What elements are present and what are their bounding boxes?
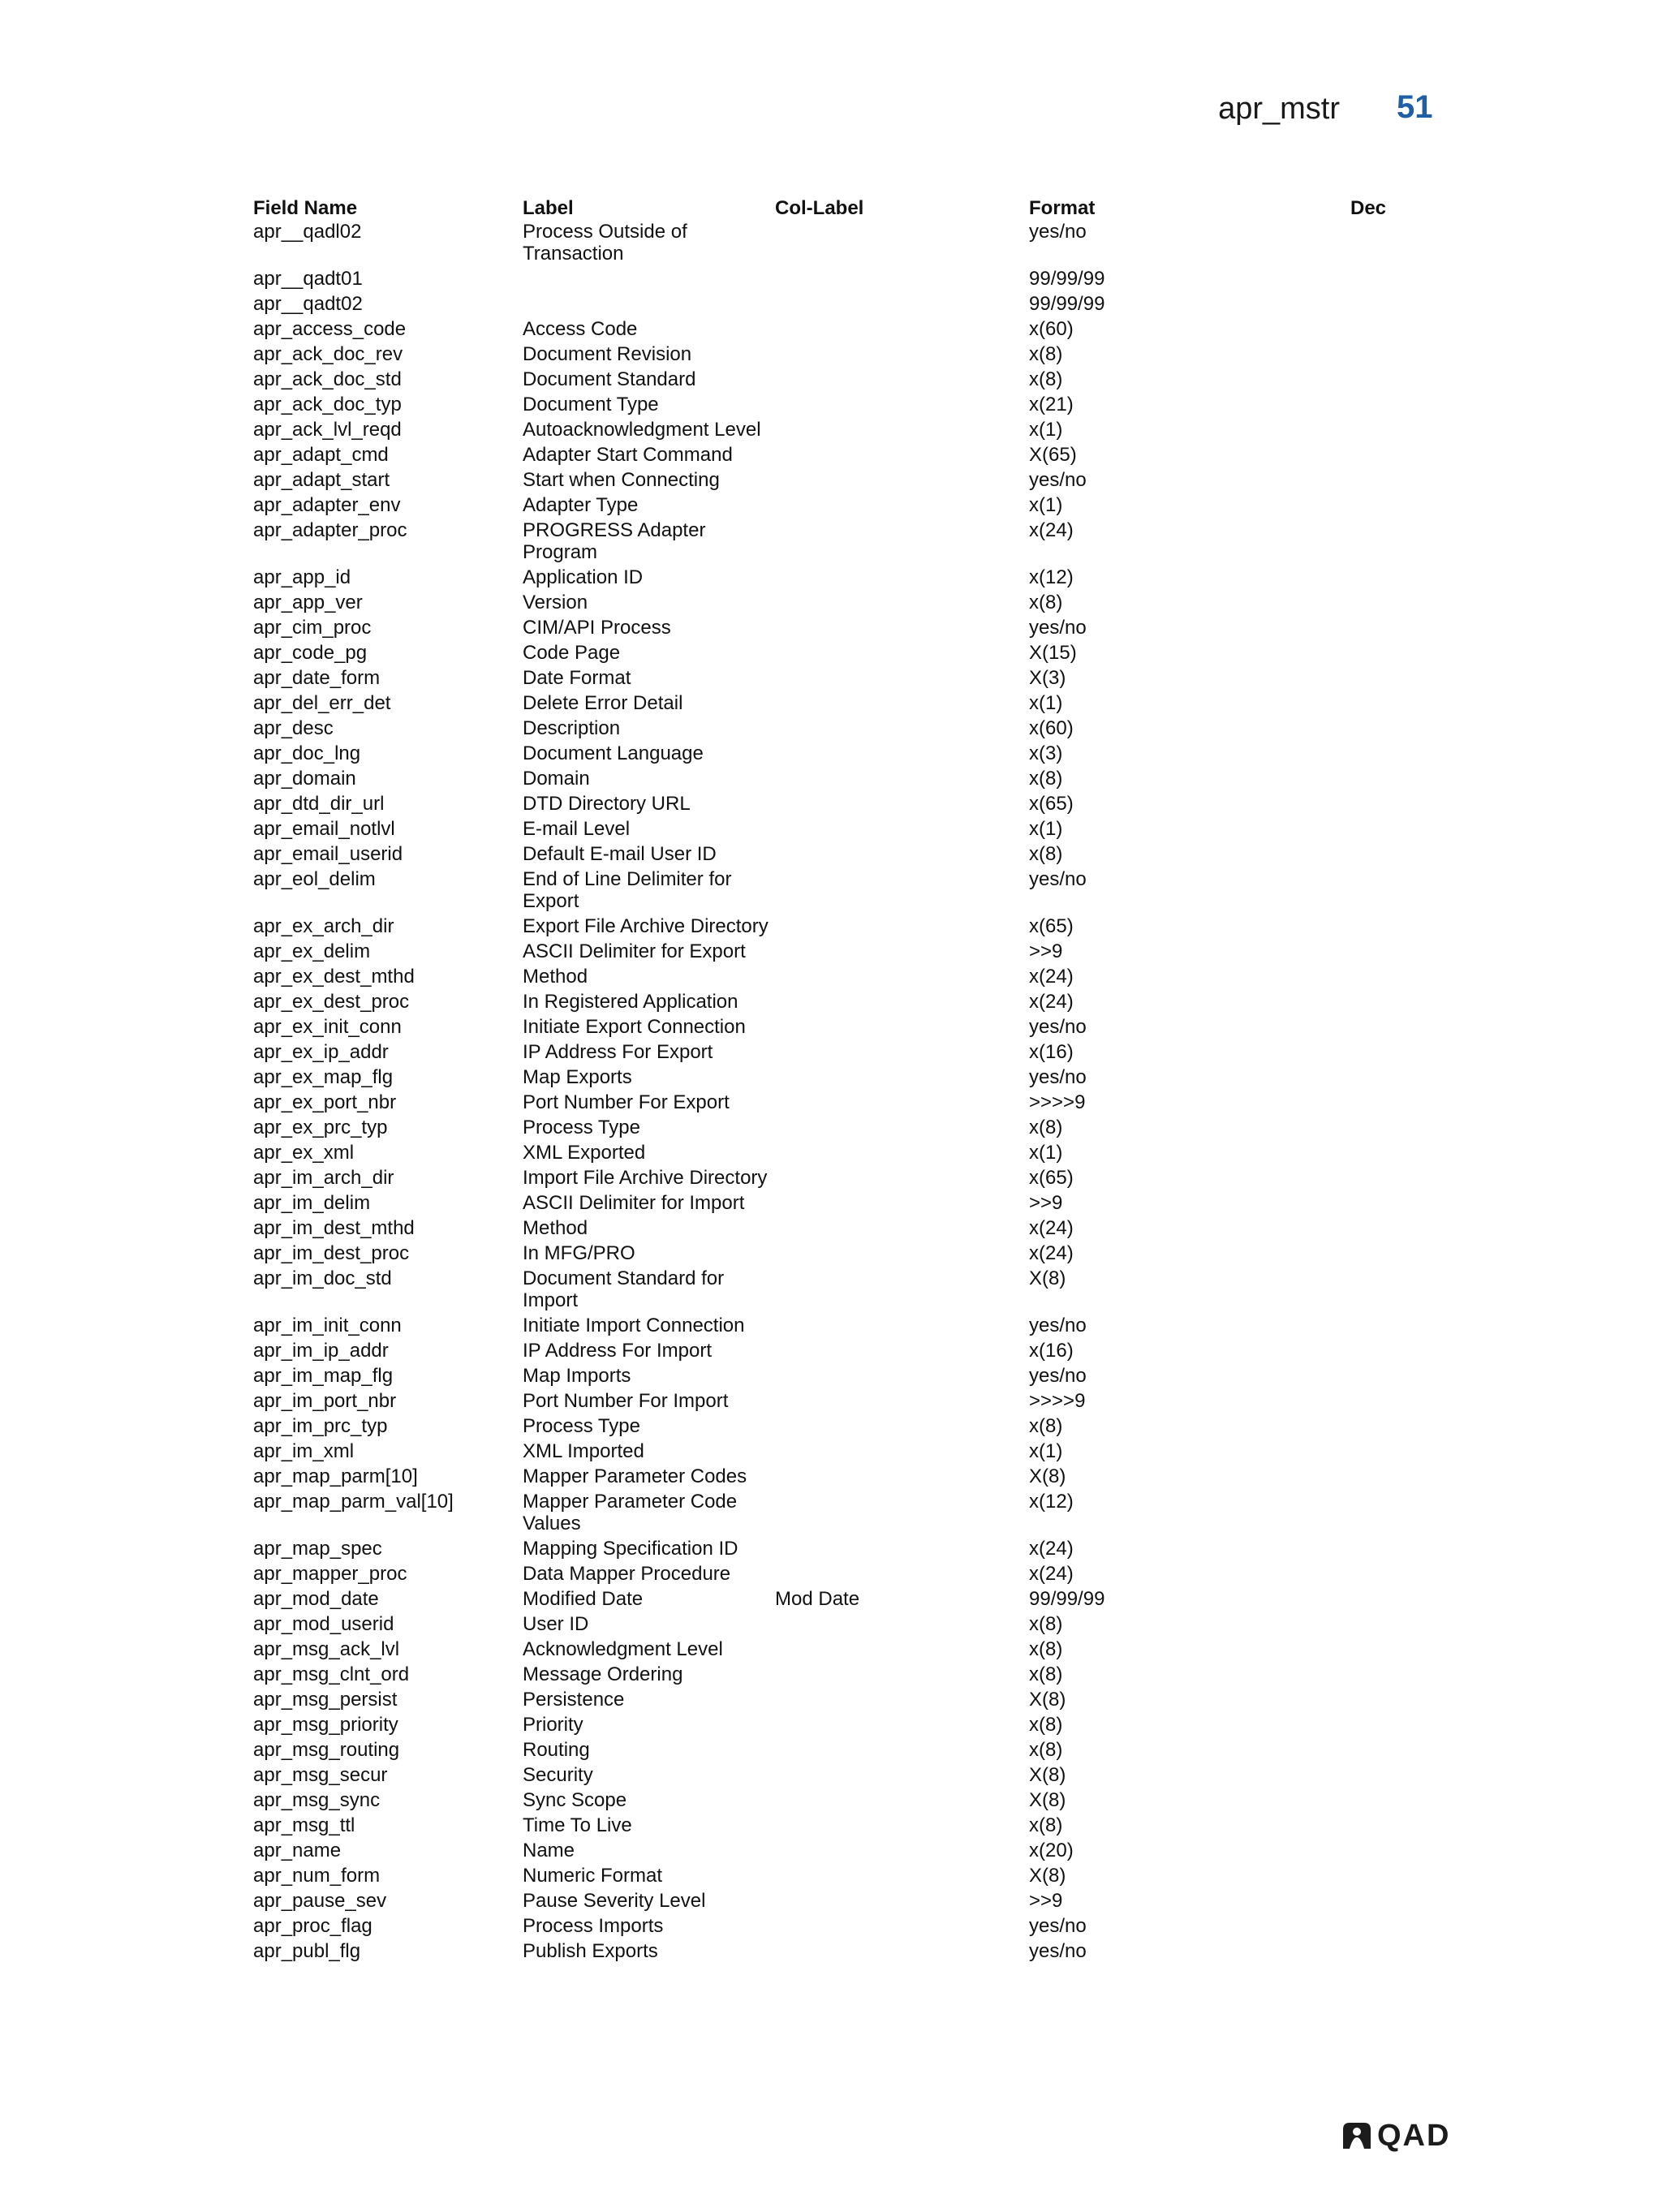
- label-cell: Security: [523, 1764, 593, 1786]
- label-cell: Document Standard: [523, 368, 696, 390]
- field-name-cell: apr_msg_routing: [253, 1739, 400, 1761]
- label-cell: Priority: [523, 1714, 583, 1736]
- format-cell: >>>>9: [1029, 1390, 1086, 1412]
- format-cell: x(24): [1029, 991, 1074, 1013]
- table-row: [0, 1465, 1662, 1491]
- table-row: [0, 843, 1662, 868]
- table-row: [0, 818, 1662, 843]
- table-row: [0, 469, 1662, 494]
- table-row: [0, 1041, 1662, 1066]
- table-row: [0, 1315, 1662, 1340]
- column-header-label: Label: [523, 197, 574, 219]
- label-cell: Start when Connecting: [523, 469, 720, 491]
- label-cell: Port Number For Import: [523, 1390, 729, 1412]
- label-cell: Process Outside of Transaction: [523, 221, 687, 265]
- format-cell: x(1): [1029, 1440, 1063, 1462]
- field-name-cell: apr_msg_priority: [253, 1714, 398, 1736]
- label-cell: Code Page: [523, 642, 621, 664]
- field-name-cell: apr_ack_doc_typ: [253, 394, 402, 415]
- field-name-cell: apr_del_err_det: [253, 692, 391, 714]
- field-name-cell: apr_mod_date: [253, 1588, 379, 1610]
- field-name-cell: apr_ack_doc_rev: [253, 343, 403, 365]
- field-name-cell: apr_desc: [253, 717, 334, 739]
- label-cell: CIM/API Process: [523, 617, 671, 639]
- format-cell: 99/99/99: [1029, 293, 1105, 315]
- table-row: [0, 293, 1662, 318]
- table-row: [0, 1192, 1662, 1217]
- format-cell: x(8): [1029, 368, 1063, 390]
- label-cell: Document Standard for Import: [523, 1267, 725, 1311]
- format-cell: X(8): [1029, 1689, 1066, 1711]
- label-cell: Initiate Export Connection: [523, 1016, 746, 1038]
- format-cell: yes/no: [1029, 1365, 1087, 1387]
- field-name-cell: apr_im_xml: [253, 1440, 355, 1462]
- label-cell: Message Ordering: [523, 1663, 683, 1685]
- label-cell: Method: [523, 1217, 588, 1239]
- table-row: [0, 519, 1662, 566]
- field-name-cell: apr_domain: [253, 768, 356, 790]
- field-name-cell: apr_msg_ack_lvl: [253, 1638, 400, 1660]
- label-cell: Version: [523, 592, 588, 613]
- table-row: [0, 1940, 1662, 1965]
- field-name-cell: apr_adapt_start: [253, 469, 390, 491]
- field-name-cell: apr_msg_secur: [253, 1764, 388, 1786]
- table-row: [0, 868, 1662, 915]
- label-cell: Document Type: [523, 394, 659, 415]
- label-cell: Numeric Format: [523, 1865, 663, 1887]
- table-row: [0, 1638, 1662, 1663]
- label-cell: User ID: [523, 1613, 589, 1635]
- label-cell: Persistence: [523, 1689, 625, 1711]
- label-cell: Description: [523, 717, 621, 739]
- field-name-cell: apr_im_prc_typ: [253, 1415, 388, 1437]
- label-cell: Method: [523, 966, 588, 988]
- field-name-cell: apr_msg_persist: [253, 1689, 398, 1711]
- table-row: [0, 991, 1662, 1016]
- format-cell: X(8): [1029, 1267, 1066, 1289]
- format-cell: x(24): [1029, 1217, 1074, 1239]
- format-cell: x(8): [1029, 592, 1063, 613]
- format-cell: >>9: [1029, 1890, 1063, 1912]
- format-cell: yes/no: [1029, 1066, 1087, 1088]
- label-cell: Delete Error Detail: [523, 692, 683, 714]
- label-cell: Domain: [523, 768, 590, 790]
- label-cell: PROGRESS Adapter Program: [523, 519, 706, 563]
- format-cell: x(8): [1029, 1613, 1063, 1635]
- format-cell: yes/no: [1029, 617, 1087, 639]
- format-cell: X(15): [1029, 642, 1077, 664]
- format-cell: 99/99/99: [1029, 268, 1105, 290]
- label-cell: IP Address For Export: [523, 1041, 713, 1063]
- format-cell: >>>>9: [1029, 1091, 1086, 1113]
- format-cell: x(60): [1029, 318, 1074, 340]
- field-name-cell: apr_num_form: [253, 1865, 381, 1887]
- table-row: [0, 940, 1662, 966]
- field-name-cell: apr_ex_init_conn: [253, 1016, 402, 1038]
- field-name-cell: apr_map_spec: [253, 1538, 382, 1560]
- field-name-cell: apr_app_id: [253, 566, 351, 588]
- field-name-cell: apr_ex_map_flg: [253, 1066, 394, 1088]
- format-cell: x(24): [1029, 1563, 1074, 1585]
- label-cell: Time To Live: [523, 1814, 632, 1836]
- format-cell: x(3): [1029, 742, 1063, 764]
- field-name-cell: apr_im_doc_std: [253, 1267, 392, 1289]
- field-name-cell: apr_adapter_env: [253, 494, 401, 516]
- field-name-cell: apr_ex_arch_dir: [253, 915, 394, 937]
- format-cell: x(24): [1029, 1242, 1074, 1264]
- format-cell: x(24): [1029, 519, 1074, 541]
- table-row: [0, 1865, 1662, 1890]
- table-row: [0, 1491, 1662, 1538]
- format-cell: X(8): [1029, 1865, 1066, 1887]
- table-row: [0, 742, 1662, 768]
- label-cell: In Registered Application: [523, 991, 738, 1013]
- table-row: [0, 268, 1662, 293]
- field-name-cell: apr_ex_prc_typ: [253, 1117, 388, 1138]
- label-cell: Process Imports: [523, 1915, 664, 1937]
- format-cell: 99/99/99: [1029, 1588, 1105, 1610]
- field-name-cell: apr_msg_sync: [253, 1789, 381, 1811]
- format-cell: x(8): [1029, 1714, 1063, 1736]
- field-name-cell: apr_email_userid: [253, 843, 403, 865]
- label-cell: XML Exported: [523, 1142, 646, 1164]
- page-number: 51: [1397, 89, 1433, 125]
- field-name-cell: apr_im_port_nbr: [253, 1390, 397, 1412]
- table-row: [0, 1267, 1662, 1315]
- label-cell: End of Line Delimiter for Export: [523, 868, 732, 912]
- table-row: [0, 592, 1662, 617]
- label-cell: Port Number For Export: [523, 1091, 730, 1113]
- label-cell: Adapter Start Command: [523, 444, 733, 466]
- table-row: [0, 1613, 1662, 1638]
- format-cell: x(60): [1029, 717, 1074, 739]
- field-name-cell: apr_access_code: [253, 318, 407, 340]
- table-row: [0, 1440, 1662, 1465]
- table-row: [0, 717, 1662, 742]
- table-row: [0, 692, 1662, 717]
- label-cell: Routing: [523, 1739, 590, 1761]
- format-cell: x(1): [1029, 494, 1063, 516]
- field-name-cell: apr_adapt_cmd: [253, 444, 389, 466]
- table-row: [0, 494, 1662, 519]
- field-name-cell: apr_im_map_flg: [253, 1365, 394, 1387]
- format-cell: x(65): [1029, 793, 1074, 815]
- column-header-dec: Dec: [1350, 197, 1387, 219]
- label-cell: Import File Archive Directory: [523, 1167, 768, 1189]
- label-cell: In MFG/PRO: [523, 1242, 635, 1264]
- field-name-cell: apr_im_dest_mthd: [253, 1217, 415, 1239]
- label-cell: Process Type: [523, 1117, 640, 1138]
- format-cell: yes/no: [1029, 1915, 1087, 1937]
- label-cell: Pause Severity Level: [523, 1890, 706, 1912]
- format-cell: x(16): [1029, 1041, 1074, 1063]
- label-cell: Sync Scope: [523, 1789, 627, 1811]
- label-cell: Map Imports: [523, 1365, 631, 1387]
- format-cell: x(1): [1029, 692, 1063, 714]
- format-cell: x(12): [1029, 566, 1074, 588]
- field-name-cell: apr_ex_xml: [253, 1142, 355, 1164]
- label-cell: Application ID: [523, 566, 644, 588]
- field-name-cell: apr_mod_userid: [253, 1613, 394, 1635]
- table-row: [0, 1890, 1662, 1915]
- format-cell: >>9: [1029, 1192, 1063, 1214]
- label-cell: Data Mapper Procedure: [523, 1563, 731, 1585]
- qad-logo-text: QAD: [1377, 2119, 1451, 2153]
- field-name-cell: apr_im_dest_proc: [253, 1242, 410, 1264]
- format-cell: x(8): [1029, 1663, 1063, 1685]
- field-name-cell: apr_ex_ip_addr: [253, 1041, 389, 1063]
- qad-logo-icon: [1341, 2121, 1372, 2150]
- field-name-cell: apr_msg_clnt_ord: [253, 1663, 410, 1685]
- label-cell: Date Format: [523, 667, 631, 689]
- label-cell: Initiate Import Connection: [523, 1315, 745, 1336]
- table-row: [0, 368, 1662, 394]
- table-row: [0, 966, 1662, 991]
- table-row: [0, 419, 1662, 444]
- format-cell: x(21): [1029, 394, 1074, 415]
- table-row: [0, 1142, 1662, 1167]
- format-cell: X(3): [1029, 667, 1066, 689]
- field-name-cell: apr_ack_doc_std: [253, 368, 402, 390]
- field-name-cell: apr__qadt01: [253, 268, 363, 290]
- format-cell: x(1): [1029, 818, 1063, 840]
- label-cell: Acknowledgment Level: [523, 1638, 723, 1660]
- field-name-cell: apr_proc_flag: [253, 1915, 372, 1937]
- field-name-cell: apr_ex_dest_proc: [253, 991, 410, 1013]
- table-row: [0, 793, 1662, 818]
- label-cell: Mapping Specification ID: [523, 1538, 738, 1560]
- format-cell: x(24): [1029, 966, 1074, 988]
- format-cell: X(8): [1029, 1764, 1066, 1786]
- field-name-cell: apr_ack_lvl_reqd: [253, 419, 402, 441]
- table-row: [0, 915, 1662, 940]
- format-cell: yes/no: [1029, 1315, 1087, 1336]
- table-row: [0, 1588, 1662, 1613]
- field-name-cell: apr_app_ver: [253, 592, 363, 613]
- field-name-cell: apr_email_notlvl: [253, 818, 395, 840]
- format-cell: x(1): [1029, 1142, 1063, 1164]
- label-cell: Document Language: [523, 742, 704, 764]
- table-row: [0, 1714, 1662, 1739]
- label-cell: ASCII Delimiter for Import: [523, 1192, 745, 1214]
- label-cell: E-mail Level: [523, 818, 631, 840]
- table-row: [0, 1915, 1662, 1940]
- column-header-format: Format: [1029, 197, 1096, 219]
- field-name-cell: apr_eol_delim: [253, 868, 376, 890]
- format-cell: x(65): [1029, 1167, 1074, 1189]
- table-row: [0, 1167, 1662, 1192]
- label-cell: Publish Exports: [523, 1940, 658, 1962]
- label-cell: ASCII Delimiter for Export: [523, 940, 746, 962]
- table-row: [0, 1340, 1662, 1365]
- field-name-cell: apr_ex_dest_mthd: [253, 966, 415, 988]
- label-cell: Autoacknowledgment Level: [523, 419, 761, 441]
- table-row: [0, 1016, 1662, 1041]
- format-cell: x(1): [1029, 419, 1063, 441]
- format-cell: x(24): [1029, 1538, 1074, 1560]
- format-cell: x(8): [1029, 1638, 1063, 1660]
- table-row: [0, 1091, 1662, 1117]
- format-cell: x(8): [1029, 768, 1063, 790]
- table-row: [0, 1739, 1662, 1764]
- table-row: [0, 318, 1662, 343]
- label-cell: DTD Directory URL: [523, 793, 691, 815]
- table-row: [0, 667, 1662, 692]
- label-cell: Mapper Parameter Codes: [523, 1465, 747, 1487]
- field-name-cell: apr__qadt02: [253, 293, 363, 315]
- format-cell: x(20): [1029, 1840, 1074, 1861]
- field-name-cell: apr_dtd_dir_url: [253, 793, 385, 815]
- label-cell: Map Exports: [523, 1066, 632, 1088]
- table-row: [0, 1840, 1662, 1865]
- table-row: [0, 444, 1662, 469]
- label-cell: XML Imported: [523, 1440, 644, 1462]
- qad-logo: [1341, 2119, 1450, 2152]
- table-row: [0, 1217, 1662, 1242]
- format-cell: x(12): [1029, 1491, 1074, 1513]
- field-name-cell: apr_name: [253, 1840, 342, 1861]
- label-cell: Default E-mail User ID: [523, 843, 717, 865]
- label-cell: Access Code: [523, 318, 638, 340]
- col-label-cell: Mod Date: [775, 1588, 860, 1610]
- field-name-cell: apr_im_arch_dir: [253, 1167, 394, 1189]
- table-row: [0, 1764, 1662, 1789]
- format-cell: X(8): [1029, 1789, 1066, 1811]
- label-cell: Adapter Type: [523, 494, 639, 516]
- field-name-cell: apr_im_ip_addr: [253, 1340, 389, 1362]
- table-row: [0, 343, 1662, 368]
- column-header-col-label: Col-Label: [775, 197, 864, 219]
- field-name-cell: apr_im_delim: [253, 1192, 371, 1214]
- label-cell: IP Address For Import: [523, 1340, 712, 1362]
- table-row: [0, 566, 1662, 592]
- format-cell: X(65): [1029, 444, 1077, 466]
- table-row: [0, 1242, 1662, 1267]
- field-name-cell: apr_adapter_proc: [253, 519, 407, 541]
- label-cell: Name: [523, 1840, 575, 1861]
- table-row: [0, 1663, 1662, 1689]
- table-row: [0, 1814, 1662, 1840]
- format-cell: yes/no: [1029, 868, 1087, 890]
- table-row: [0, 1538, 1662, 1563]
- table-row: [0, 768, 1662, 793]
- table-row: [0, 642, 1662, 667]
- field-name-cell: apr_date_form: [253, 667, 381, 689]
- field-name-cell: apr_publ_flg: [253, 1940, 361, 1962]
- label-cell: Process Type: [523, 1415, 640, 1437]
- label-cell: Modified Date: [523, 1588, 644, 1610]
- format-cell: x(16): [1029, 1340, 1074, 1362]
- format-cell: yes/no: [1029, 221, 1087, 243]
- field-name-cell: apr_code_pg: [253, 642, 368, 664]
- field-name-cell: apr_map_parm[10]: [253, 1465, 418, 1487]
- table-row: [0, 1365, 1662, 1390]
- field-name-cell: apr_ex_port_nbr: [253, 1091, 397, 1113]
- field-table: [0, 221, 1662, 1965]
- format-cell: >>9: [1029, 940, 1063, 962]
- field-name-cell: apr__qadl02: [253, 221, 362, 243]
- field-name-cell: apr_cim_proc: [253, 617, 372, 639]
- field-name-cell: apr_im_init_conn: [253, 1315, 402, 1336]
- format-cell: x(8): [1029, 1117, 1063, 1138]
- field-name-cell: apr_pause_sev: [253, 1890, 387, 1912]
- table-row: [0, 1415, 1662, 1440]
- field-name-cell: apr_doc_lng: [253, 742, 361, 764]
- column-header-field-name: Field Name: [253, 197, 358, 219]
- page-title: apr_mstr: [1218, 92, 1340, 126]
- field-name-cell: apr_ex_delim: [253, 940, 371, 962]
- format-cell: x(65): [1029, 915, 1074, 937]
- table-row: [0, 1689, 1662, 1714]
- format-cell: x(8): [1029, 1415, 1063, 1437]
- format-cell: x(8): [1029, 1814, 1063, 1836]
- format-cell: X(8): [1029, 1465, 1066, 1487]
- table-row: [0, 617, 1662, 642]
- table-row: [0, 1390, 1662, 1415]
- format-cell: x(8): [1029, 343, 1063, 365]
- format-cell: x(8): [1029, 1739, 1063, 1761]
- format-cell: x(8): [1029, 843, 1063, 865]
- format-cell: yes/no: [1029, 1940, 1087, 1962]
- format-cell: yes/no: [1029, 1016, 1087, 1038]
- field-name-cell: apr_map_parm_val[10]: [253, 1491, 454, 1513]
- field-name-cell: apr_mapper_proc: [253, 1563, 407, 1585]
- label-cell: Document Revision: [523, 343, 692, 365]
- table-row: [0, 1117, 1662, 1142]
- table-row: [0, 1066, 1662, 1091]
- table-row: [0, 394, 1662, 419]
- label-cell: Mapper Parameter Code Values: [523, 1491, 738, 1534]
- table-row: [0, 1789, 1662, 1814]
- label-cell: Export File Archive Directory: [523, 915, 769, 937]
- table-row: [0, 221, 1662, 268]
- table-row: [0, 1563, 1662, 1588]
- format-cell: yes/no: [1029, 469, 1087, 491]
- field-name-cell: apr_msg_ttl: [253, 1814, 355, 1836]
